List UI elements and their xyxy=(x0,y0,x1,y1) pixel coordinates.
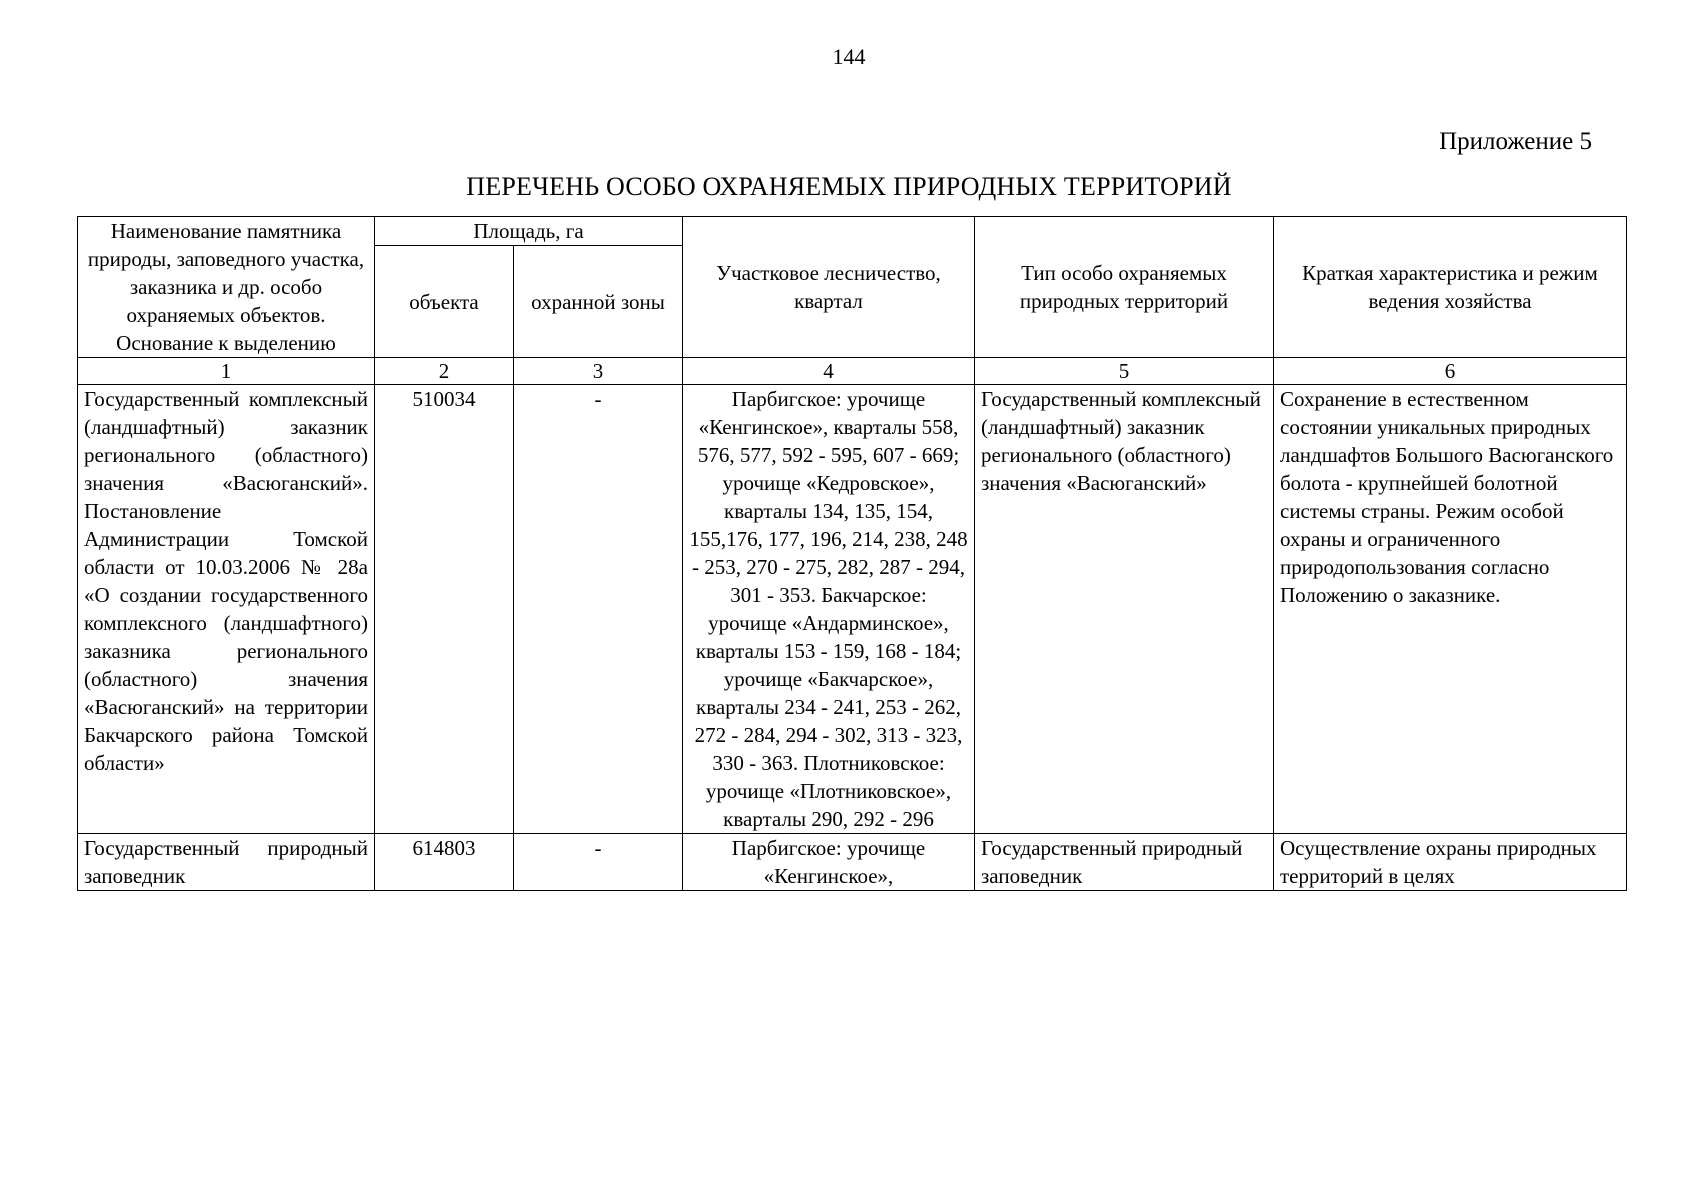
cell-name: Государственный комплексный (ландшафтный) заказник регионального (областного) значения «Васюганский». Постановление Администрации Томской области от 10.03.2006 № 28а «О создании государственного комплексного (ландшафтного) заказника регионального (областного) значения «Васюганский» на территории Бакчарского района Томской области» xyxy=(78,385,375,834)
cell-area-zone: - xyxy=(514,385,683,834)
cell-name-text: Государственный природный заповедник xyxy=(84,836,368,888)
table-row xyxy=(78,834,1627,891)
header-area-object: объекта xyxy=(375,246,514,358)
cell-characteristic-text: Осуществление охраны природных территорий в целях xyxy=(1280,836,1597,888)
protected-areas-table xyxy=(77,216,1627,891)
header-forestry: Участковое лесничество, квартал xyxy=(683,217,975,358)
column-number: 6 xyxy=(1274,358,1627,385)
header-name: Наименование памятника природы, заповедного участка, заказника и др. особо охраняемых объектов. Основание к выделению xyxy=(78,217,375,358)
column-numbers-row xyxy=(78,358,1627,385)
header-characteristic: Краткая характеристика и режим ведения хозяйства xyxy=(1274,217,1627,358)
header-row-1 xyxy=(78,217,1627,246)
column-number: 2 xyxy=(375,358,514,385)
cell-characteristic xyxy=(1274,834,1627,891)
cell-characteristic: Сохранение в естественном состоянии уникальных природных ландшафтов Большого Васюганского болота - крупнейшей болотной системы страны. Режим особой охраны и ограниченного природопользования согласно Положению о заказнике. xyxy=(1274,385,1627,834)
cell-forestry-text: Парбигское: урочище «Кенгинское», xyxy=(731,836,926,888)
cell-forestry: Парбигское: урочище «Кенгинское», кварталы 558, 576, 577, 592 - 595, 607 - 669; урочище «Кедровское», кварталы 134, 135, 154, 155,176, 177, 196, 214, 238, 248 - 253, 270 - 275, 282, 287 - 294, 301 - 353. Бакчарское: урочище «Андарминское», кварталы 153 - 159, 168 - 184; урочище «Бакчарское», кварталы 234 - 241, 253 - 262, 272 - 284, 294 - 302, 313 - 323, 330 - 363. Плотниковское: урочище «Плотниковское», кварталы 290, 292 - 296 xyxy=(683,385,975,834)
page-number: 144 xyxy=(832,44,866,69)
column-number: 3 xyxy=(514,358,683,385)
cell-name xyxy=(78,834,375,891)
column-number: 5 xyxy=(975,358,1274,385)
column-number: 4 xyxy=(683,358,975,385)
appendix-label: Приложение 5 xyxy=(1439,128,1592,155)
header-type: Тип особо охраняемых природных территорий xyxy=(975,217,1274,358)
cell-type-text: Государственный природный заповедник xyxy=(981,836,1243,888)
cell-forestry xyxy=(683,834,975,891)
cell-area-object: 614803 xyxy=(375,834,514,891)
document-title: ПЕРЕЧЕНЬ ОСОБО ОХРАНЯЕМЫХ ПРИРОДНЫХ ТЕРРИТОРИЙ xyxy=(466,172,1232,201)
cell-area-object: 510034 xyxy=(375,385,514,834)
header-area-zone: охранной зоны xyxy=(514,246,683,358)
cell-area-zone: - xyxy=(514,834,683,891)
table-row xyxy=(78,385,1627,834)
header-area: Площадь, га xyxy=(375,217,683,246)
column-number: 1 xyxy=(78,358,375,385)
cell-type: Государственный комплексный (ландшафтный) заказник регионального (областного) значения «Васюганский» xyxy=(975,385,1274,834)
cell-type xyxy=(975,834,1274,891)
